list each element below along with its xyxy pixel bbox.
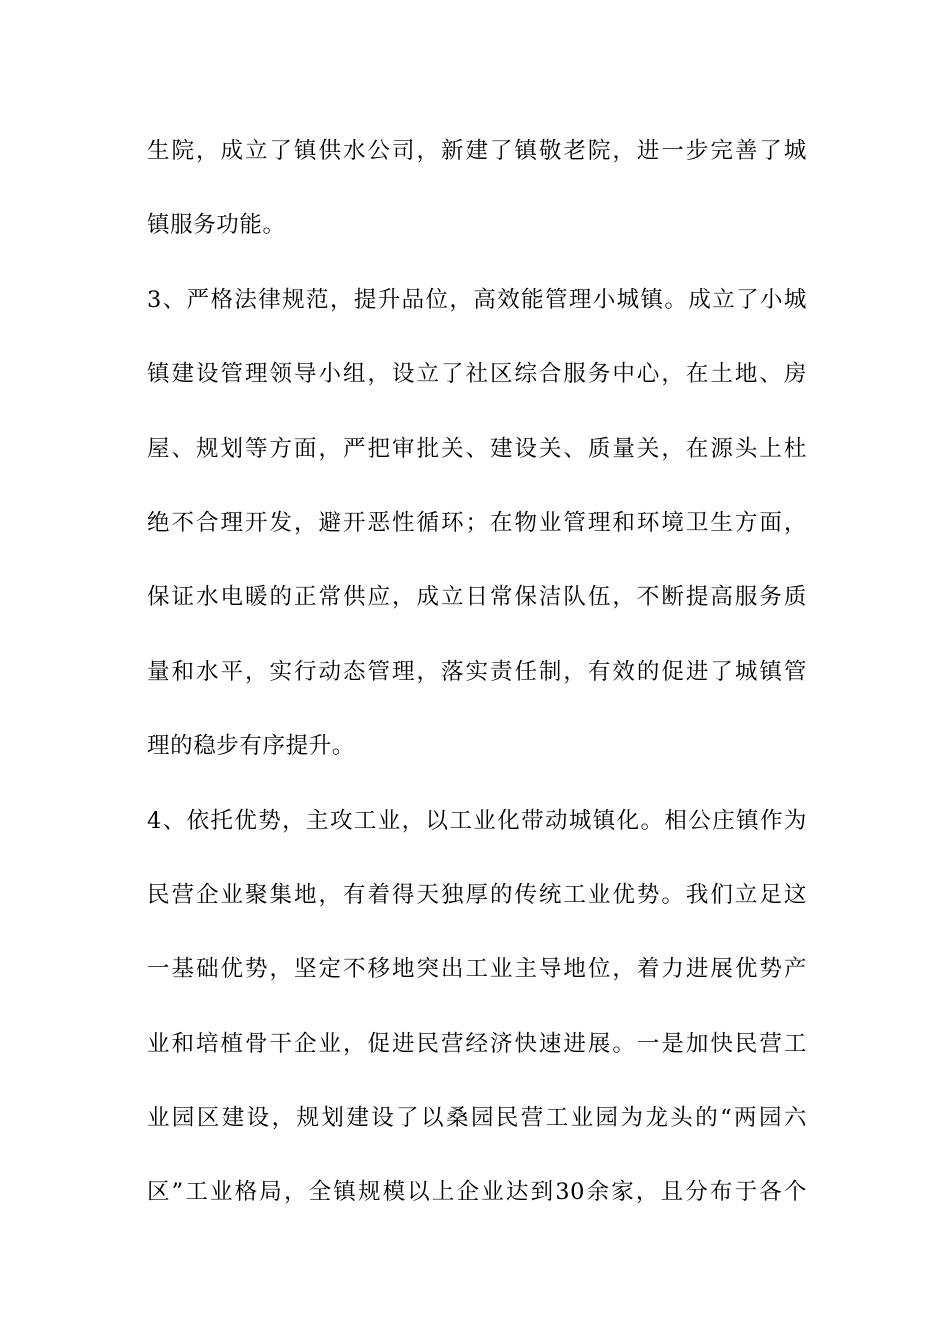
text-line: 4、依托优势，主攻工业，以工业化带动城镇化。相公庄镇作为 — [147, 807, 807, 834]
text-line: 理的稳步有序提升。 — [147, 733, 355, 760]
body-text — [147, 127, 807, 1243]
text-line: 镇建设管理领导小组，设立了社区综合服务中心，在土地、房 — [147, 361, 807, 388]
text-line: 保证水电暖的正常供应，成立日常保洁队伍，不断提高服务质 — [147, 584, 807, 611]
text-line: 镇服务功能。 — [147, 212, 286, 239]
text-line: 区”工业格局，全镇规模以上企业达到30余家，且分布于各个 — [147, 1179, 807, 1206]
text-line: 3、严格法律规范，提升品位，高效能管理小城镇。成立了小城 — [147, 286, 807, 313]
text-line: 屋、规划等方面，严把审批关、建设关、质量关，在源头上杜 — [147, 435, 807, 462]
text-line: 生院，成立了镇供水公司，新建了镇敬老院，进一步完善了城 — [147, 138, 807, 164]
text-line: 业园区建设，规划建设了以桑园民营工业园为龙头的“两园六 — [147, 1105, 807, 1132]
text-line: 量和水平，实行动态管理，落实责任制，有效的促进了城镇管 — [147, 658, 807, 685]
text-line: 一基础优势，坚定不移地突出工业主导地位，着力进展优势产 — [147, 956, 807, 983]
text-line: 业和培植骨干企业，促进民营经济快速进展。一是加快民营工 — [147, 1030, 807, 1057]
text-line: 民营企业聚集地，有着得天独厚的传统工业优势。我们立足这 — [147, 881, 807, 908]
text-line: 绝不合理开发，避开恶性循环；在物业管理和环境卫生方面， — [147, 509, 807, 536]
